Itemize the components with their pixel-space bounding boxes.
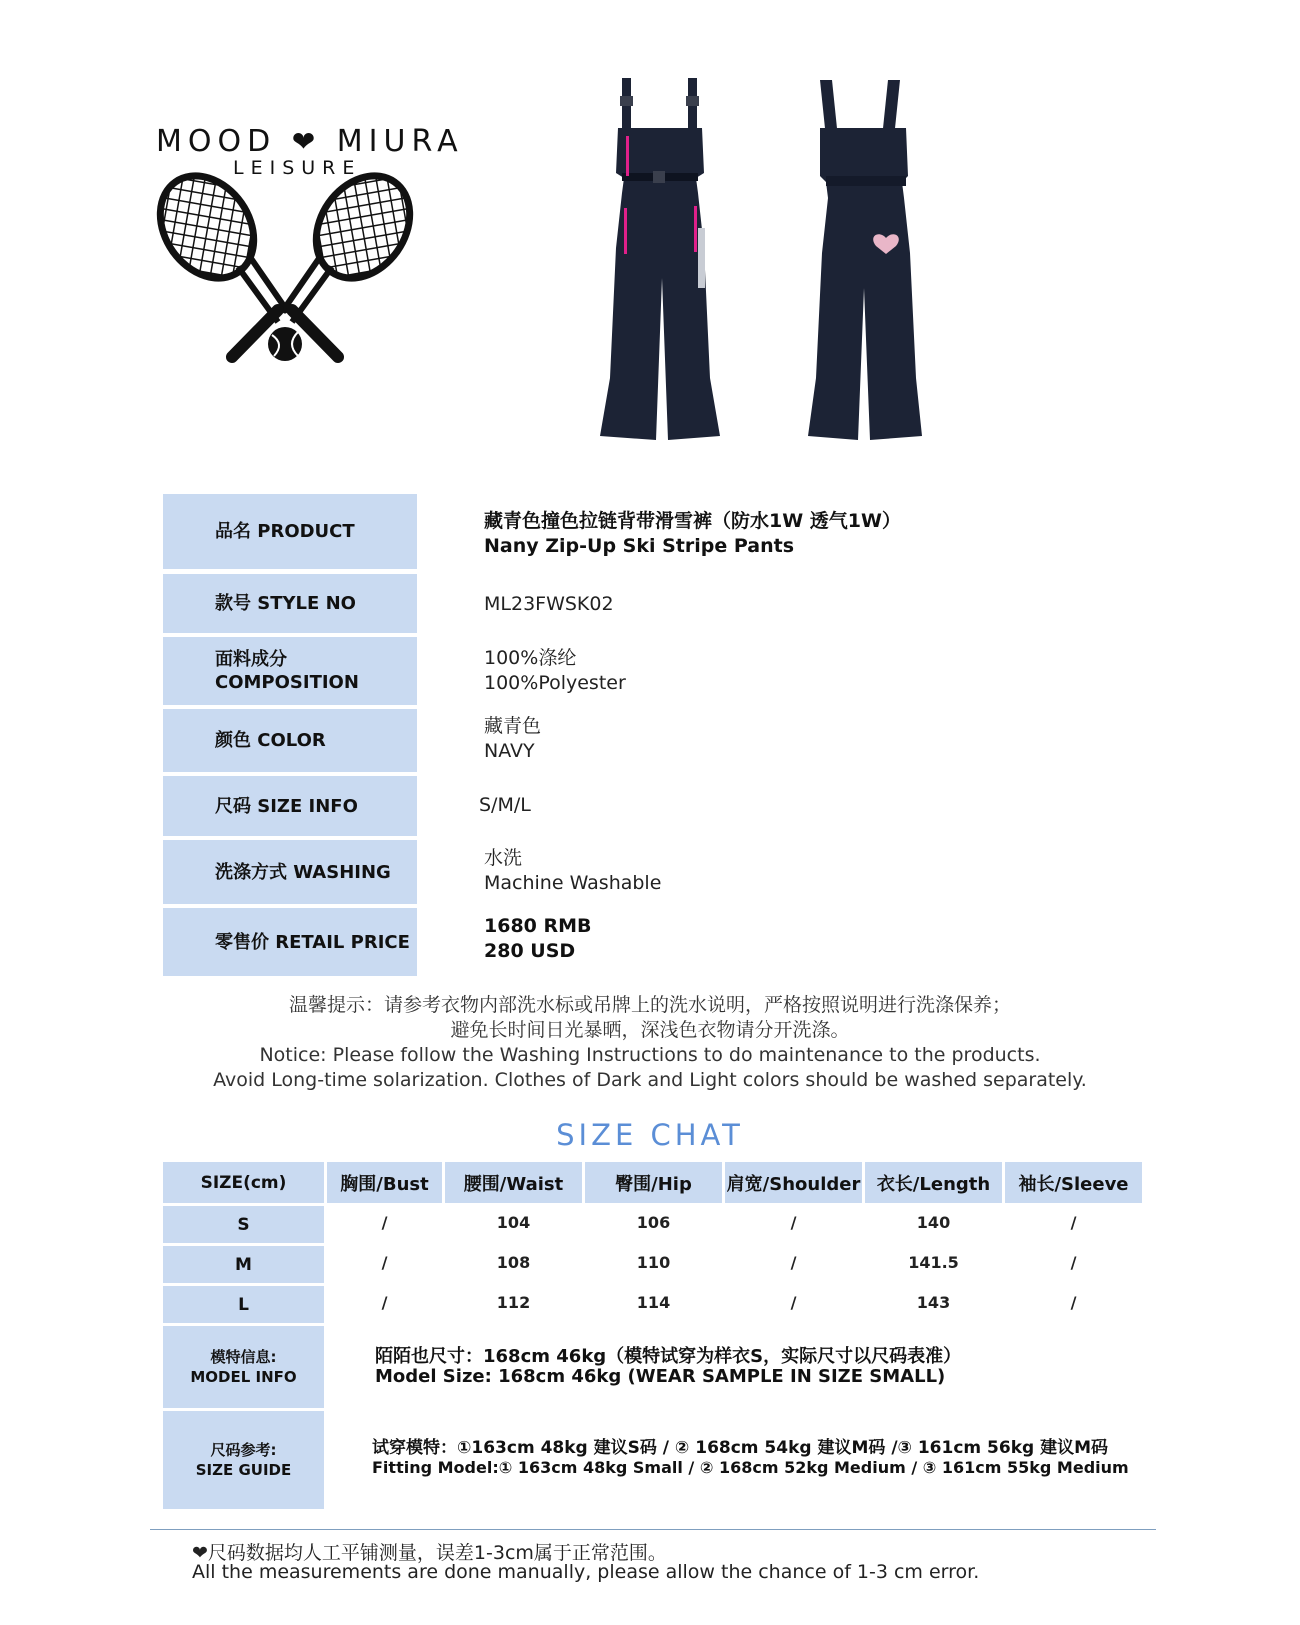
- size-row-label: S: [163, 1206, 324, 1243]
- size-cell: /: [1070, 1293, 1077, 1312]
- size-cell: 104: [496, 1213, 531, 1232]
- size-row-label: L: [163, 1286, 324, 1323]
- size-header-bust: 胸围/Bust: [327, 1162, 442, 1203]
- size-cell: 110: [636, 1253, 671, 1272]
- size-cell: /: [381, 1253, 388, 1272]
- size-cell: /: [790, 1213, 797, 1232]
- size-header-shoulder: 肩宽/Shoulder: [725, 1162, 862, 1203]
- value-color: 藏青色 NAVY: [484, 715, 542, 762]
- value-product: 藏青色撞色拉链背带滑雪裤（防水1W 透气1W） Nany Zip-Up Ski Stripe Pants: [484, 510, 901, 557]
- model-info-line-cn: 陌陌也尺寸：168cm 46kg（模特试穿为样衣S，实际尺寸以尺码表准）: [375, 1346, 962, 1367]
- label-retail-price: 零售价 RETAIL PRICE: [163, 908, 417, 976]
- footer-note-en: All the measurements are done manually, please allow the chance of 1-3 cm error.: [192, 1561, 980, 1583]
- value-style-no: ML23FWSK02: [484, 593, 614, 615]
- size-cell: 140: [916, 1213, 951, 1232]
- label-washing: 洗涤方式 WASHING: [163, 840, 417, 904]
- product-back-image: [806, 78, 926, 443]
- model-info-label: 模特信息: MODEL INFO: [163, 1326, 324, 1408]
- size-header-waist: 腰围/Waist: [445, 1162, 582, 1203]
- tennis-rackets-icon: [150, 172, 420, 372]
- size-cell: 112: [496, 1293, 531, 1312]
- label-size-info: 尺码 SIZE INFO: [163, 776, 417, 836]
- label-product: 品名 PRODUCT: [163, 494, 417, 569]
- size-cell: 106: [636, 1213, 671, 1232]
- label-style-no: 款号 STYLE NO: [163, 574, 417, 633]
- size-guide-line-cn: 试穿模特：①163cm 48kg 建议S码 / ② 168cm 54kg 建议M码 /③ 161cm 56kg 建议M码: [372, 1438, 1109, 1458]
- size-cell: 141.5: [908, 1253, 959, 1272]
- model-info-line-en: Model Size: 168cm 46kg (WEAR SAMPLE IN SIZE SMALL): [375, 1366, 946, 1387]
- value-washing: 水洗 Machine Washable: [484, 847, 662, 894]
- footer-divider: [150, 1529, 1156, 1530]
- value-size-info: S/M/L: [479, 794, 531, 816]
- brand-logo-title: [156, 124, 464, 159]
- size-cell: /: [1070, 1253, 1077, 1272]
- notice-line-1: 温馨提示：请参考衣物内部洗水标或吊牌上的洗水说明，严格按照说明进行洗涤保养；: [288, 994, 1011, 1016]
- product-front-image: [598, 78, 723, 443]
- notice-line-2: 避免长时间日光暴晒，深浅色衣物请分开洗涤。: [450, 1019, 850, 1041]
- size-cell: /: [381, 1213, 388, 1232]
- size-header-size: SIZE(cm): [163, 1162, 324, 1203]
- size-header-length: 衣长/Length: [865, 1162, 1002, 1203]
- size-cell: /: [790, 1253, 797, 1272]
- size-guide-line-en: Fitting Model:① 163cm 48kg Small / ② 168cm 52kg Medium / ③ 161cm 55kg Medium: [372, 1458, 1129, 1477]
- size-header-sleeve: 袖长/Sleeve: [1005, 1162, 1142, 1203]
- notice-line-4: Avoid Long-time solarization. Clothes of Dark and Light colors should be washed separately.: [213, 1069, 1087, 1091]
- label-color: 颜色 COLOR: [163, 709, 417, 772]
- size-guide-label: 尺码参考: SIZE GUIDE: [163, 1411, 324, 1509]
- value-retail-price: 1680 RMB 280 USD: [484, 915, 592, 962]
- value-composition: 100%涤纶 100%Polyester: [484, 647, 626, 694]
- size-cell: 114: [636, 1293, 671, 1312]
- label-composition: 面料成分 COMPOSITION: [163, 637, 417, 705]
- footer-note-cn: ❤尺码数据均人工平铺测量，误差1-3cm属于正常范围。: [192, 1542, 667, 1564]
- size-cell: /: [1070, 1213, 1077, 1232]
- size-chart-title: SIZE CHAT: [556, 1118, 744, 1152]
- size-row-label: M: [163, 1246, 324, 1283]
- size-cell: /: [790, 1293, 797, 1312]
- brand-name-left: MOOD: [156, 124, 277, 159]
- brand-name-right: MIURA: [336, 124, 464, 159]
- brand-subtitle: LEISURE: [233, 157, 362, 179]
- size-cell: /: [381, 1293, 388, 1312]
- size-cell: 143: [916, 1293, 951, 1312]
- notice-line-3: Notice: Please follow the Washing Instructions to do maintenance to the products.: [259, 1044, 1041, 1066]
- size-header-hip: 臀围/Hip: [585, 1162, 722, 1203]
- heart-icon: ❤: [291, 125, 322, 158]
- size-cell: 108: [496, 1253, 531, 1272]
